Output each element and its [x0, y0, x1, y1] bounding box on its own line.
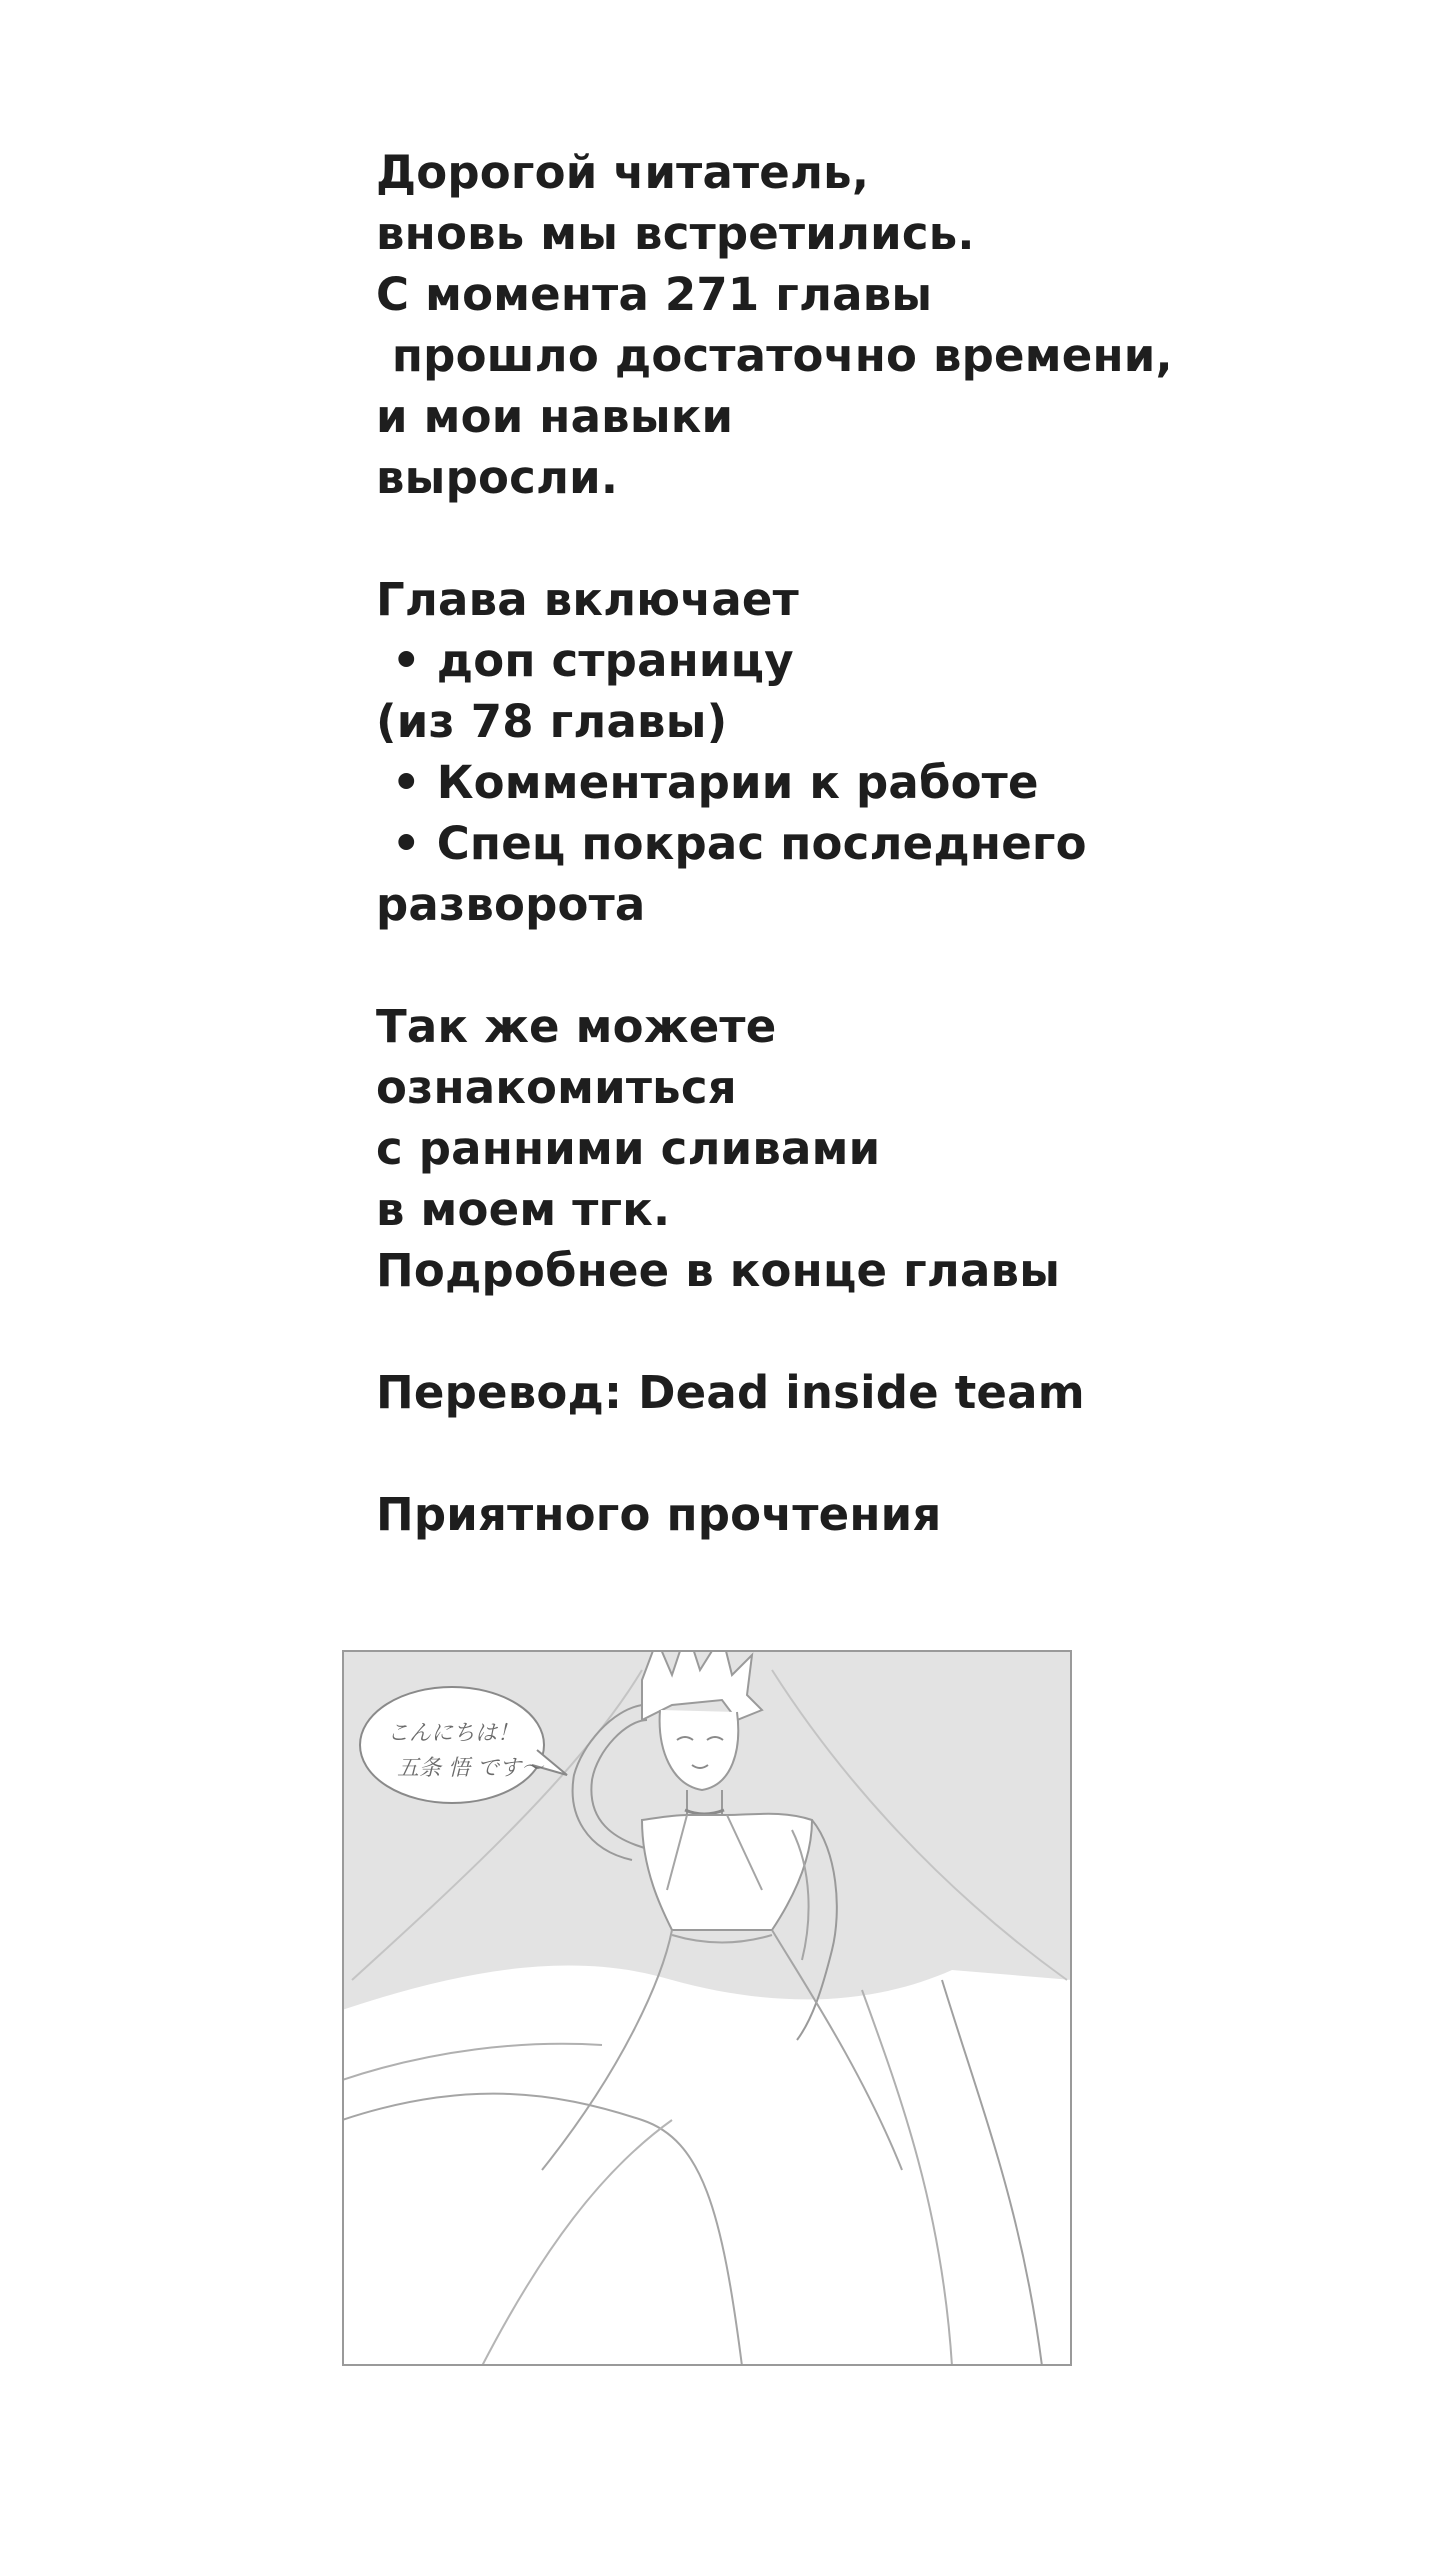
- channel-block: [376, 996, 1376, 1301]
- fabric-area: [342, 1966, 1072, 2366]
- note-line: • доп страницу: [376, 634, 794, 687]
- note-line: С момента 271 главы: [376, 268, 933, 321]
- note-line: и мои навыки: [376, 390, 734, 443]
- author-note: [376, 142, 1376, 1545]
- note-line: ознакомиться: [376, 1061, 737, 1114]
- translation-credit: Перевод: Dead inside team: [376, 1366, 1085, 1419]
- illustration-svg: [342, 1650, 1072, 2366]
- note-line: • Спец покрас последнего: [376, 817, 1087, 870]
- bubble-line-2: 五条 悟 です〜: [397, 1756, 543, 1781]
- paragraph-gap: [376, 1423, 1376, 1484]
- note-line: Глава включает: [376, 573, 799, 626]
- paragraph-gap: [376, 508, 1376, 569]
- note-line: прошло достаточно времени,: [376, 329, 1173, 382]
- note-line: (из 78 главы): [376, 695, 728, 748]
- note-line: • Комментарии к работе: [376, 756, 1039, 809]
- note-line: выросли.: [376, 451, 619, 504]
- note-line: Дорогой читатель,: [376, 146, 870, 199]
- farewell-line: Приятного прочтения: [376, 1488, 942, 1541]
- greeting-block: [376, 142, 1376, 508]
- includes-block: [376, 569, 1376, 935]
- note-line: с ранними сливами: [376, 1122, 881, 1175]
- note-line: Подробнее в конце главы: [376, 1244, 1061, 1297]
- note-line: вновь мы встретились.: [376, 207, 975, 260]
- note-line: Так же можете: [376, 1000, 777, 1053]
- character-illustration: [342, 1650, 1072, 2366]
- bubble-line-1: こんにちは！: [387, 1721, 520, 1746]
- note-line: в моем тгк.: [376, 1183, 671, 1236]
- paragraph-gap: [376, 935, 1376, 996]
- paragraph-gap: [376, 1301, 1376, 1362]
- note-line: разворота: [376, 878, 646, 931]
